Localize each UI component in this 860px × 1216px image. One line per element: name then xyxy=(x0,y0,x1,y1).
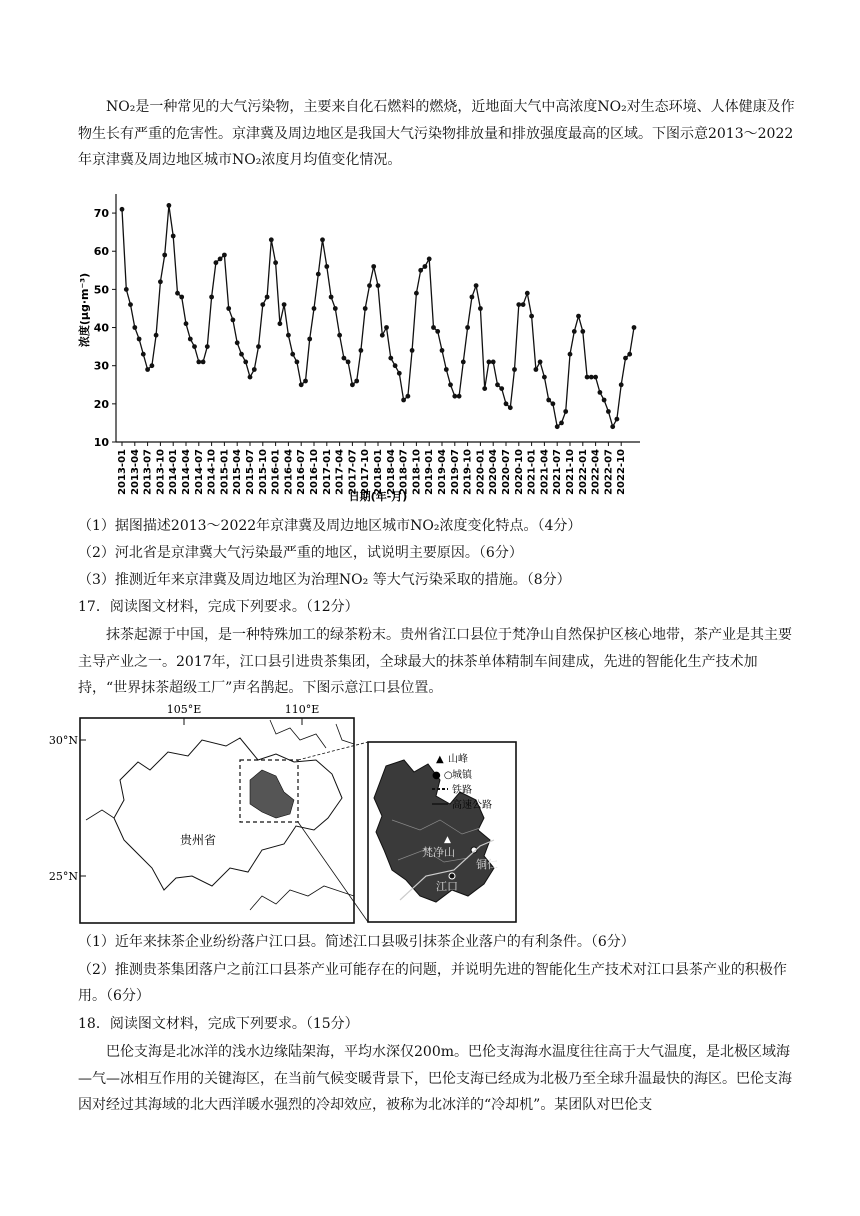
data-point xyxy=(218,257,223,262)
x-tick-label: 2018-01 xyxy=(373,449,384,495)
x-tick-label: 2021-01 xyxy=(526,449,538,495)
place-tongren: 铜仁 xyxy=(476,858,498,871)
data-point xyxy=(461,360,466,365)
data-point xyxy=(205,344,210,349)
x-tick-label: 2017-07 xyxy=(347,449,359,495)
data-point xyxy=(576,314,581,319)
data-point xyxy=(295,360,300,365)
q16-sub3: （3）推测近年来京津冀及周边地区为治理NO₂ 等大气污染采取的措施。（8分） xyxy=(78,572,571,588)
data-point xyxy=(120,207,125,212)
x-tick-label: 2014-01 xyxy=(168,449,180,495)
svg-text:▲: ▲ xyxy=(436,754,444,765)
data-point xyxy=(307,337,312,342)
data-point xyxy=(214,260,219,265)
data-point xyxy=(354,379,359,384)
q18-intro: 巴伦支海是北冰洋的浅水边缘陆架海，平均水深仅200m。巴伦支海海水温度往往高于大气温度，是北极区域海—气—冰相互作用的关键海区，在当前气候变暖背景下，巴伦支海已经成为北极乃至全球升温最快的海区。巴伦支海因对经过其海域的北大西洋暖水强烈的冷却效应，被称为北冰洋的“冷却机”。某团队对巴伦支 xyxy=(78,1044,792,1113)
x-tick-label: 2015-01 xyxy=(219,449,231,495)
y-tick-label: 40 xyxy=(93,321,109,335)
x-tick-label: 2018-04 xyxy=(385,449,397,495)
q17-heading: 17．阅读图文材料，完成下列要求。（12分） xyxy=(78,599,359,615)
data-point xyxy=(316,272,321,277)
x-tick-label: 2013-04 xyxy=(129,449,141,495)
data-point xyxy=(474,283,479,288)
data-point xyxy=(359,348,364,353)
data-point xyxy=(278,321,283,326)
svg-text:▲: ▲ xyxy=(444,835,451,845)
data-point xyxy=(615,417,620,422)
y-tick-label: 10 xyxy=(93,436,109,449)
data-point xyxy=(269,237,274,242)
x-tick-label: 2022-10 xyxy=(616,449,628,495)
x-tick-label: 2014-10 xyxy=(206,449,218,495)
data-point xyxy=(260,302,265,307)
data-point xyxy=(580,329,585,334)
data-point xyxy=(529,314,534,319)
y-tick-label: 20 xyxy=(93,397,109,411)
data-point xyxy=(487,360,492,365)
y-tick-label: 50 xyxy=(93,283,109,297)
legend-highway: 高速公路 xyxy=(452,800,492,811)
x-tick-label: 2013-07 xyxy=(142,449,154,495)
x-tick-label: 2015-07 xyxy=(245,449,256,495)
data-point xyxy=(299,382,304,387)
q17-sub1: （1）近年来抹茶企业纷纷落户江口县。简述江口县吸引抹茶企业落户的有利条件。（6分） xyxy=(78,934,635,950)
data-point xyxy=(525,291,530,296)
x-tick-label: 2021-07 xyxy=(552,449,564,495)
data-point xyxy=(256,344,261,349)
x-tick-label: 2019-10 xyxy=(462,449,474,495)
lon-label-110: 110°E xyxy=(284,703,320,716)
data-point xyxy=(303,379,308,384)
data-point xyxy=(465,325,470,330)
x-tick-label: 2020-10 xyxy=(513,449,525,495)
data-point xyxy=(559,421,564,426)
chart-y-ticks xyxy=(94,207,116,449)
data-point xyxy=(150,363,155,368)
data-point xyxy=(128,302,133,307)
data-point xyxy=(418,268,423,273)
y-tick-label: 60 xyxy=(93,245,109,259)
x-tick-label: 2017-04 xyxy=(334,449,346,495)
chart-axes xyxy=(116,194,640,442)
data-point xyxy=(231,318,236,323)
data-point xyxy=(538,360,543,365)
data-point xyxy=(435,329,440,334)
data-point xyxy=(482,386,487,391)
x-tick-label: 2014-04 xyxy=(181,449,192,495)
q17-intro: 抹茶起源于中国，是一种特殊加工的绿茶粉末。贵州省江口县位于梵净山自然保护区核心地带，茶产业是其主要主导产业之一。2017年，江口县引进贵茶集团，全球最大的抹茶单体精制车间建成，先进的智能化生产技术加持，“世界抹茶超级工厂”声名鹊起。下图示意江口县位置。 xyxy=(78,627,792,696)
data-point xyxy=(201,360,206,365)
data-point xyxy=(312,306,317,311)
x-tick-label: 2016-07 xyxy=(296,449,308,495)
y-tick-label: 70 xyxy=(93,207,109,221)
data-point xyxy=(162,253,167,258)
data-point xyxy=(132,325,137,330)
place-fanjingshan: 梵净山 xyxy=(422,846,455,859)
jiangkou-location-map xyxy=(48,700,520,928)
x-tick-label: 2022-04 xyxy=(590,449,602,495)
data-point xyxy=(363,306,368,311)
data-point xyxy=(167,203,172,208)
data-point xyxy=(448,382,453,387)
x-tick-label: 2021-04 xyxy=(539,449,551,495)
data-point xyxy=(290,352,295,357)
data-point xyxy=(179,295,184,300)
no2-series-line xyxy=(122,205,634,426)
x-tick-label: 2016-01 xyxy=(270,449,282,495)
data-point xyxy=(431,325,436,330)
x-tick-label: 2013-01 xyxy=(117,449,128,495)
data-point xyxy=(593,375,598,380)
data-point xyxy=(393,363,398,368)
chart-series xyxy=(120,203,637,429)
data-point xyxy=(568,352,573,357)
data-point xyxy=(602,398,607,403)
data-point xyxy=(410,348,415,353)
svg-text:● ○: ● ○ xyxy=(432,770,453,781)
data-point xyxy=(521,302,526,307)
data-point xyxy=(388,356,393,361)
data-point xyxy=(158,279,163,284)
data-point xyxy=(401,398,406,403)
data-point xyxy=(563,409,568,414)
data-point xyxy=(504,401,509,406)
data-point xyxy=(495,382,500,387)
data-point xyxy=(346,360,351,365)
x-tick-label: 2022-07 xyxy=(603,449,615,495)
legend-town: 城镇 xyxy=(452,770,472,781)
x-tick-label: 2018-10 xyxy=(411,449,423,495)
data-point xyxy=(470,295,475,300)
x-tick-label: 2020-04 xyxy=(488,449,500,495)
data-point xyxy=(423,264,428,269)
data-point xyxy=(273,260,278,265)
x-tick-label: 2020-01 xyxy=(475,449,487,495)
data-point xyxy=(508,405,513,410)
data-point xyxy=(406,394,411,399)
data-point xyxy=(282,302,287,307)
data-point xyxy=(342,356,347,361)
data-point xyxy=(551,401,556,406)
data-point xyxy=(286,333,291,338)
data-point xyxy=(397,371,402,376)
q17-sub2: （2）推测贵茶集团落户之前江口县茶产业可能存在的问题，并说明先进的智能化生产技术对江口县茶产业的积极作用。（6分） xyxy=(78,962,787,1004)
data-point xyxy=(154,333,159,338)
data-point xyxy=(440,348,445,353)
data-point xyxy=(380,333,385,338)
data-point xyxy=(188,337,193,342)
x-tick-label: 2018-07 xyxy=(398,449,410,495)
place-jiangkou: 江口 xyxy=(436,880,458,893)
data-point xyxy=(248,375,253,380)
data-point xyxy=(499,386,504,391)
data-point xyxy=(145,367,150,372)
data-point xyxy=(414,291,419,296)
data-point xyxy=(209,295,214,300)
data-point xyxy=(555,424,560,429)
x-tick-label: 2022-01 xyxy=(577,449,589,495)
data-point xyxy=(243,360,248,365)
x-tick-label: 2015-10 xyxy=(257,449,269,495)
data-point xyxy=(619,382,624,387)
x-tick-label: 2019-07 xyxy=(449,449,461,495)
x-tick-label: 2021-10 xyxy=(565,449,576,495)
x-tick-label: 2020-07 xyxy=(501,449,512,495)
data-point xyxy=(546,398,551,403)
data-point xyxy=(137,337,142,342)
data-point xyxy=(320,237,325,242)
x-tick-label: 2017-10 xyxy=(360,449,372,495)
data-point xyxy=(367,283,372,288)
data-point xyxy=(491,360,496,365)
data-point xyxy=(606,409,611,414)
y-tick-label: 30 xyxy=(93,359,109,373)
x-tick-label: 2013-10 xyxy=(155,449,167,495)
q16-sub2: （2）河北省是京津冀大气污染最严重的地区，试说明主要原因。（6分） xyxy=(78,545,523,561)
data-point xyxy=(610,424,615,429)
x-tick-label: 2017-01 xyxy=(321,449,333,495)
x-tick-label: 2019-04 xyxy=(437,449,448,495)
data-point xyxy=(184,321,189,326)
data-point xyxy=(632,325,637,330)
lon-label-105: 105°E xyxy=(166,703,202,716)
data-point xyxy=(376,283,381,288)
data-point xyxy=(512,367,517,372)
data-point xyxy=(542,375,547,380)
data-point xyxy=(452,394,457,399)
data-point xyxy=(192,344,197,349)
data-point xyxy=(226,306,231,311)
data-point xyxy=(572,329,577,334)
q16-sub1: （1）据图描述2013～2022年京津冀及周边地区城市NO₂浓度变化特点。（4分） xyxy=(78,518,582,534)
x-tick-label: 2016-04 xyxy=(283,449,295,495)
data-point xyxy=(623,356,628,361)
data-point xyxy=(196,360,201,365)
data-point xyxy=(534,367,539,372)
data-point xyxy=(265,295,270,300)
legend-peak: 山峰 xyxy=(448,754,468,765)
data-point xyxy=(457,394,462,399)
data-point xyxy=(350,382,355,387)
lat-label-25: 25°N xyxy=(48,870,78,883)
lat-label-30: 30°N xyxy=(48,734,78,747)
q16-intro: NO₂是一种常见的大气污染物，主要来自化石燃料的燃烧，近地面大气中高浓度NO₂对生态环境、人体健康及作物生长有严重的危害性。京津冀及周边地区是我国大气污染物排放量和排放强度最高的区域。下图示意2013～2022年京津冀及周边地区城市NO₂浓度月均值变化情况。 xyxy=(78,99,795,168)
q18-heading: 18．阅读图文材料，完成下列要求。（15分） xyxy=(78,1016,359,1032)
province-label: 贵州省 xyxy=(179,833,217,847)
x-tick-label: 2016-10 xyxy=(309,449,320,495)
legend-railway: 铁路 xyxy=(452,785,472,796)
data-point xyxy=(478,306,483,311)
no2-line-chart xyxy=(80,188,650,508)
chart-y-label: 浓度(μg·m⁻³) xyxy=(78,272,91,348)
data-point xyxy=(444,367,449,372)
data-point xyxy=(589,375,594,380)
data-point xyxy=(124,287,129,292)
data-point xyxy=(516,302,521,307)
data-point xyxy=(384,325,389,330)
data-point xyxy=(333,306,338,311)
chart-x-label: 日期(年-月) xyxy=(348,490,408,503)
data-point xyxy=(222,253,227,258)
data-point xyxy=(235,340,240,345)
data-point xyxy=(175,291,180,296)
data-point xyxy=(239,352,244,357)
data-point xyxy=(627,352,632,357)
x-tick-label: 2019-01 xyxy=(424,449,436,495)
data-point xyxy=(329,295,334,300)
chart-x-ticks xyxy=(117,442,627,495)
x-tick-label: 2015-04 xyxy=(232,449,244,495)
data-point xyxy=(427,257,432,262)
data-point xyxy=(141,352,146,357)
data-point xyxy=(585,375,590,380)
data-point xyxy=(337,333,342,338)
data-point xyxy=(252,367,257,372)
data-point xyxy=(371,264,376,269)
data-point xyxy=(324,264,329,269)
data-point xyxy=(598,390,603,395)
x-tick-label: 2014-07 xyxy=(193,449,205,495)
data-point xyxy=(171,234,176,239)
